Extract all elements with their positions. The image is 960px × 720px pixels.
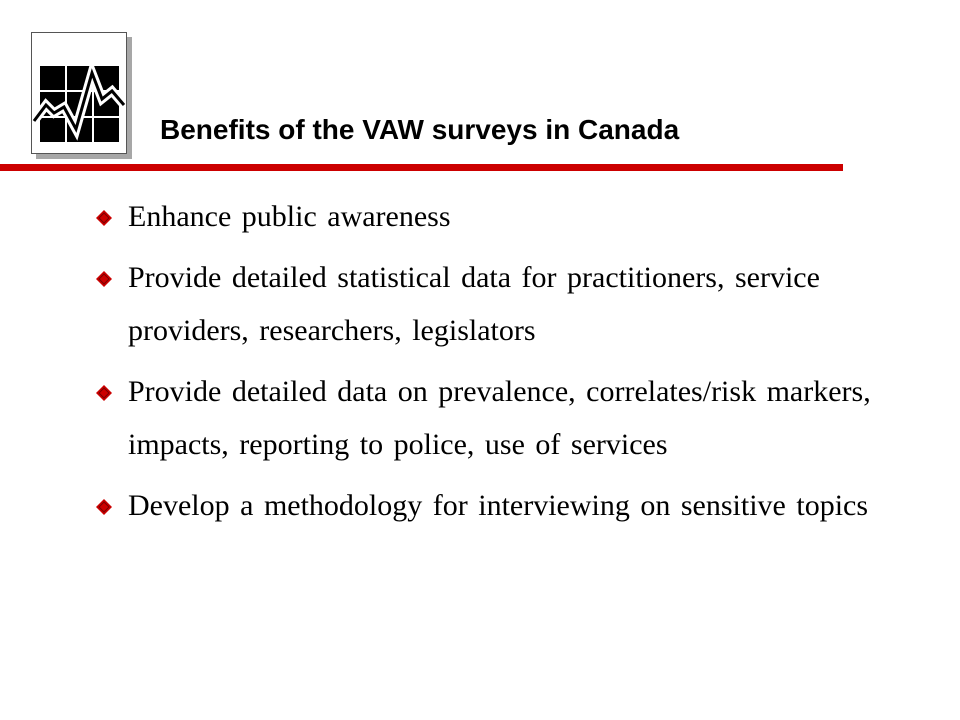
diamond-bullet-icon <box>96 271 112 287</box>
diamond-bullet-icon <box>96 499 112 515</box>
bullet-text: Enhance public awareness <box>128 200 451 233</box>
bullet-list <box>92 190 872 540</box>
title-divider <box>0 164 843 171</box>
bullet-item <box>92 190 872 243</box>
logo <box>31 32 127 154</box>
diamond-bullet-icon <box>96 210 112 226</box>
logo-card <box>31 32 127 154</box>
bullet-item <box>92 365 872 471</box>
bullet-text: Develop a methodology for interviewing on sensitive topics <box>128 489 869 522</box>
bullet-text: Provide detailed statistical data for practitioners, service providers, researchers, legislators <box>128 261 820 347</box>
diamond-bullet-icon <box>96 385 112 401</box>
line-chart-grid-icon <box>32 33 126 153</box>
bullet-item <box>92 251 872 357</box>
bullet-item <box>92 479 872 532</box>
page-title: Benefits of the VAW surveys in Canada <box>160 114 680 145</box>
bullet-text: Provide detailed data on prevalence, correlates/risk markers, impacts, reporting to police, use of services <box>128 375 871 461</box>
